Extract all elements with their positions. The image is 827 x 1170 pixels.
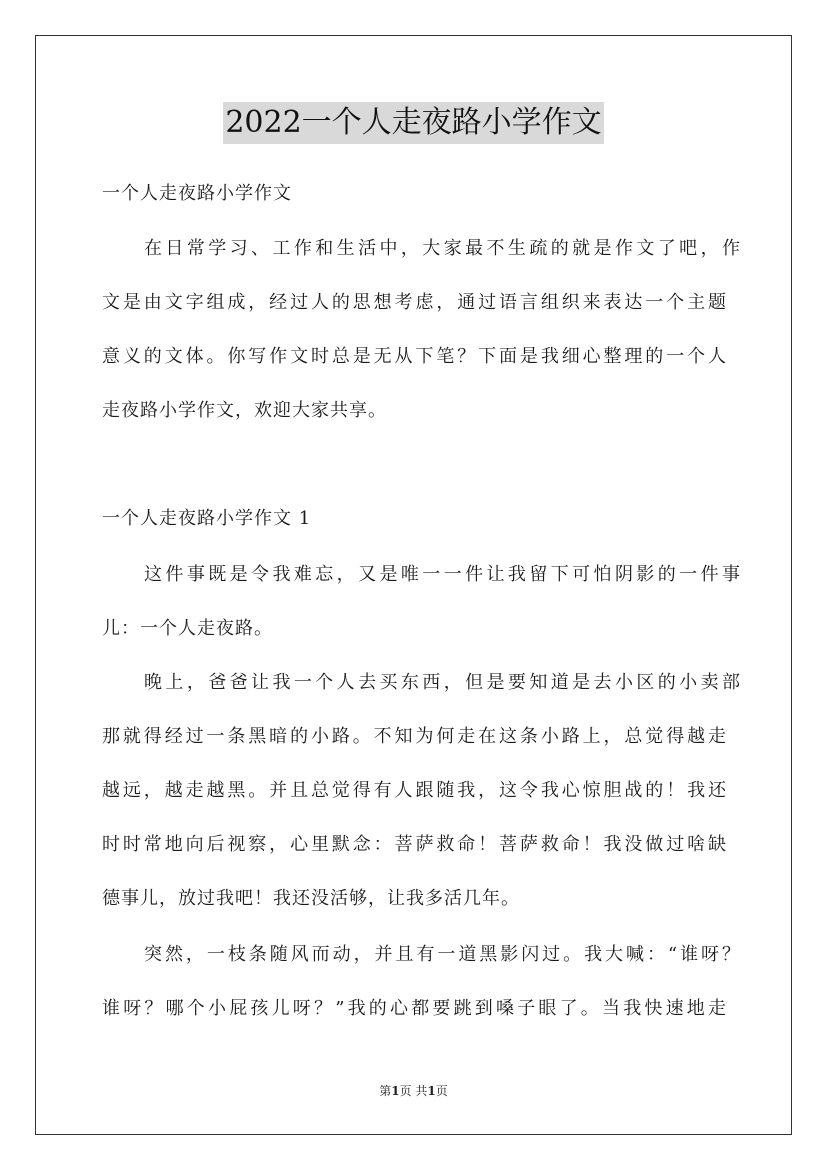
footer-page-prefix: 第 [379,1084,392,1098]
paragraph-line: 晚上，爸爸让我一个人去买东西，但是要知道是去小区的小卖部 [144,672,740,693]
paragraph-line: 越远，越走越黑。并且总觉得有人跟随我，这令我心惊胆战的！我还 [102,780,726,801]
footer-page-suffix: 页 [435,1084,448,1098]
paragraph-line: 走夜路小学作文，欢迎大家共享。 [102,400,387,421]
paragraph-line: 这件事既是令我难忘，又是唯一一件让我留下可怕阴影的一件事 [144,564,740,585]
footer-total-pages: 1 [427,1084,436,1098]
paragraph-line: 文是由文字组成，经过人的思想考虑，通过语言组织来表达一个主题 [102,292,726,313]
paragraph-line: 意义的文体。你写作文时总是无从下笔？下面是我细心整理的一个人 [102,346,726,367]
paragraph-line: 谁呀？哪个小屁孩儿呀？”我的心都要跳到嗓子眼了。当我快速地走 [102,998,726,1019]
paragraph-line: 德事儿，放过我吧！我还没活够，让我多活几年。 [102,888,520,909]
section-heading: 一个人走夜路小学作文 1 [102,508,312,529]
paragraph-line: 突然，一枝条随风而动，并且有一道黑影闪过。我大喊：“谁呀？ [144,944,740,965]
footer-page-mid: 页 共 [399,1084,428,1098]
section-heading: 一个人走夜路小学作文 [102,183,292,204]
paragraph-line: 时时常地向后视察，心里默念：菩萨救命！菩萨救命！我没做过啥缺 [102,834,726,855]
footer-page-number: 1 [391,1084,400,1098]
paragraph-line: 那就得经过一条黑暗的小路。不知为何走在这条小路上，总觉得越走 [102,726,726,747]
paragraph-line: 在日常学习、工作和生活中，大家最不生疏的就是作文了吧，作 [144,238,740,259]
title-container [0,102,827,144]
paragraph-line: 儿：一个人走夜路。 [102,618,273,639]
document-title: 2022一个人走夜路小学作文 [223,102,603,144]
page-footer [0,1082,827,1100]
